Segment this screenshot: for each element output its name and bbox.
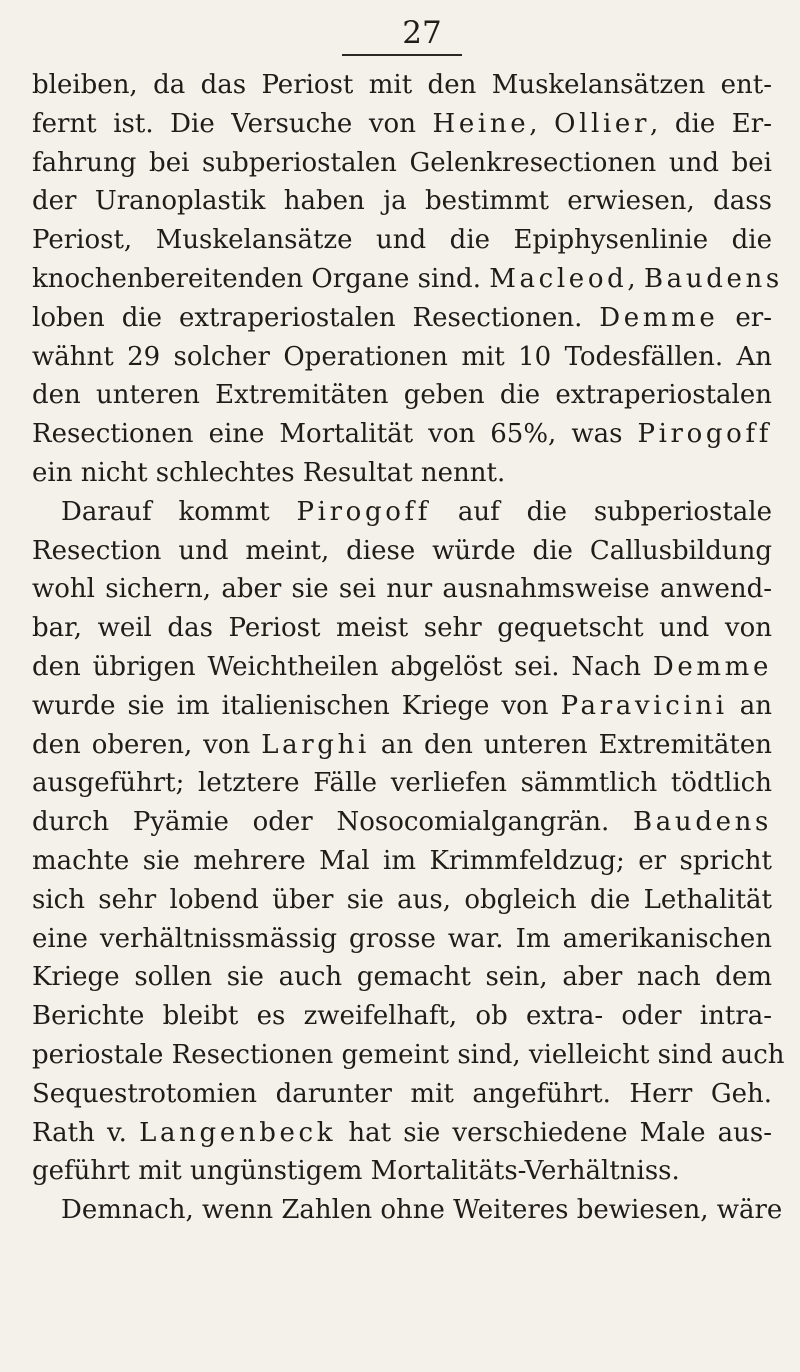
text-line: [32, 1191, 783, 1230]
body-text: [32, 66, 785, 1230]
text-segment: den übrigen Weichtheilen abgelöst sei. Nach: [32, 651, 653, 682]
text-segment: periostale Resectionen gemeint sind, vielleicht sind auch: [32, 1039, 785, 1070]
text-segment: Berichte bleibt es zweifelhaft, ob extra- oder intra-: [32, 1001, 772, 1032]
text-line: [32, 493, 772, 532]
text-line: [32, 338, 772, 377]
text-segment: Periost, Muskelansätze und die Epiphysenlinie die: [32, 225, 772, 256]
text-segment: Resectionen eine Mortalität von 65%, was: [32, 419, 638, 450]
text-segment: Darauf kommt: [61, 496, 297, 527]
text-segment: loben die extraperiostalen Resectionen.: [32, 302, 600, 333]
text-segment: hat sie verschiedene Male aus-: [336, 1117, 773, 1148]
spaced-name: Heine: [432, 108, 530, 139]
text-segment: an: [727, 690, 773, 721]
text-segment: , die Er-: [650, 108, 772, 139]
spaced-name: Demme: [599, 302, 719, 333]
text-segment: wurde sie im italienischen Kriege von: [32, 690, 561, 721]
text-segment: ausgeführt; letztere Fälle verliefen sämmtlich tödtlich: [32, 768, 772, 799]
text-segment: auf die subperiostale: [431, 496, 772, 527]
text-segment: geführt mit ungünstigem Mortalitäts-Verhältniss.: [32, 1156, 680, 1187]
text-segment: knochenbereitenden Organe sind.: [32, 263, 490, 294]
text-line: [32, 570, 772, 609]
text-segment: Demnach, wenn Zahlen ohne Weiteres bewiesen, wäre: [61, 1195, 783, 1226]
text-line: [32, 920, 772, 959]
spaced-name: Paravicini: [560, 690, 728, 721]
text-segment: Kriege sollen sie auch gemacht sein, aber nach dem: [32, 962, 772, 993]
spaced-name: Demme: [652, 651, 772, 682]
text-segment: bar, weil das Periost meist sehr gequetscht und von: [32, 613, 772, 644]
text-line: [32, 764, 772, 803]
text-line: [32, 687, 772, 726]
text-line: [32, 1152, 772, 1191]
text-segment: er-: [718, 302, 772, 333]
text-segment: durch Pyämie oder Nosocomialgangrän.: [32, 807, 634, 838]
text-segment: an den unteren Extremitäten: [369, 729, 772, 760]
text-line: [32, 532, 772, 571]
text-line: [32, 144, 772, 183]
text-segment: wohl sichern, aber sie sei nur ausnahmsweise anwend-: [32, 574, 772, 605]
text-segment: den unteren Extremitäten geben die extraperiostalen: [32, 380, 772, 411]
text-line: [32, 299, 772, 338]
spaced-name: Baudens: [633, 807, 772, 838]
text-segment: Resection und meint, diese würde die Callusbildung: [32, 535, 772, 566]
text-segment: eine verhältnissmässig grosse war. Im amerikanischen: [32, 923, 772, 954]
text-line: [32, 1075, 772, 1114]
text-segment: bleiben, da das Periost mit den Muskelansätzen ent-: [32, 70, 772, 100]
text-line: [32, 726, 772, 765]
text-segment: ein nicht schlechtes Resultat nennt.: [32, 457, 506, 488]
text-line: [32, 648, 772, 687]
text-line: [32, 1036, 785, 1075]
text-line: [32, 1114, 772, 1153]
text-line: [32, 958, 772, 997]
text-segment: machte sie mehrere Mal im Krimmfeldzug; er spricht: [32, 845, 772, 876]
text-segment: ,: [627, 263, 644, 294]
text-segment: den oberen, von: [32, 729, 262, 760]
spaced-name: Larghi: [261, 729, 370, 760]
text-line: [32, 997, 772, 1036]
text-segment: ,: [529, 108, 555, 139]
spaced-name: Ollier: [554, 108, 651, 139]
text-line: [32, 221, 772, 260]
text-segment: Rath v.: [32, 1117, 140, 1148]
text-line: [32, 803, 772, 842]
text-line: [32, 66, 772, 105]
page-number: [0, 16, 800, 50]
text-line: [32, 842, 772, 881]
text-line: [32, 609, 772, 648]
text-line: [32, 376, 772, 415]
spaced-name: Langenbeck: [139, 1117, 337, 1148]
text-line: [32, 881, 772, 920]
text-line: [32, 454, 772, 493]
text-segment: sich sehr lobend über sie aus, obgleich die Lethalität: [32, 884, 772, 915]
text-line: [32, 260, 783, 299]
text-segment: der Uranoplastik haben ja bestimmt erwiesen, dass: [32, 186, 772, 217]
text-segment: fahrung bei subperiostalen Gelenkresectionen und bei: [32, 147, 772, 178]
spaced-name: Macleod: [489, 263, 628, 294]
text-segment: fernt ist. Die Versuche von: [32, 108, 433, 139]
text-line: [32, 182, 772, 221]
spaced-name: Baudens: [643, 263, 783, 294]
text-line: [32, 415, 772, 454]
spaced-name: Pirogoff: [637, 419, 772, 450]
text-segment: Sequestrotomien darunter mit angeführt. Herr Geh.: [32, 1078, 772, 1109]
text-segment: wähnt 29 solcher Operationen mit 10 Todesfällen. An: [32, 341, 772, 372]
page-number-text: 27: [402, 15, 442, 51]
spaced-name: Pirogoff: [296, 496, 432, 527]
text-line: [32, 105, 772, 144]
page-number-rule: [342, 54, 462, 56]
